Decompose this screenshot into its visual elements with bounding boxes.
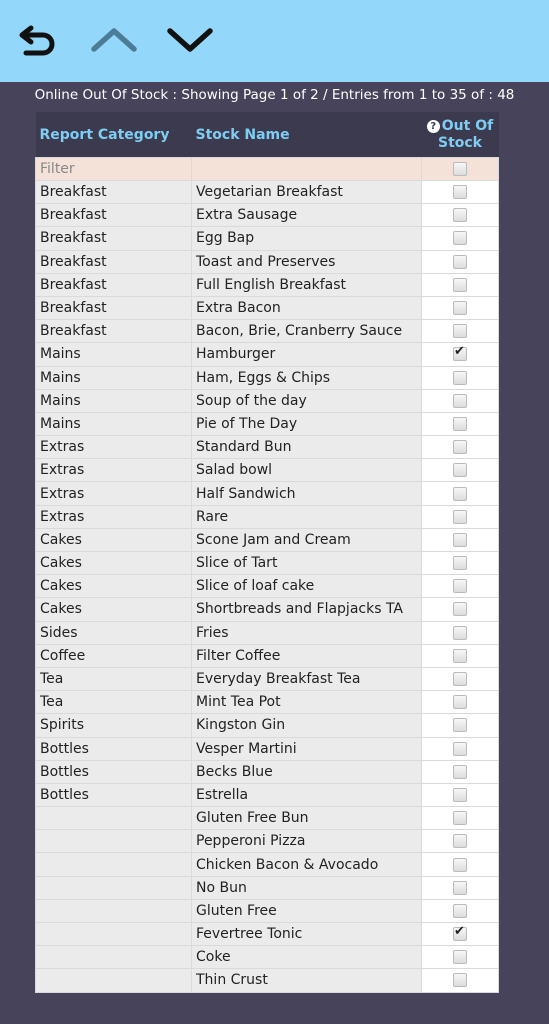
out-of-stock-checkbox[interactable] — [453, 765, 467, 779]
stock-name-cell: Full English Breakfast — [192, 273, 422, 296]
out-of-stock-checkbox[interactable] — [453, 278, 467, 292]
table-row — [36, 482, 499, 505]
table-row — [36, 250, 499, 273]
column-header-category[interactable]: Report Category — [36, 112, 192, 158]
table-row — [36, 644, 499, 667]
stock-name-cell: Chicken Bacon & Avocado — [192, 853, 422, 876]
out-of-stock-cell — [422, 436, 499, 459]
stock-name-cell: Hamburger — [192, 343, 422, 366]
table-row — [36, 343, 499, 366]
table-header — [36, 112, 499, 158]
toolbar — [0, 0, 549, 82]
out-of-stock-checkbox[interactable] — [453, 417, 467, 431]
stock-name-cell: Becks Blue — [192, 760, 422, 783]
table-row — [36, 296, 499, 319]
out-of-stock-cell — [422, 946, 499, 969]
table-row — [36, 853, 499, 876]
out-of-stock-checkbox[interactable] — [453, 255, 467, 269]
table-row — [36, 783, 499, 806]
out-of-stock-cell — [422, 876, 499, 899]
out-of-stock-cell — [422, 923, 499, 946]
out-of-stock-cell — [422, 389, 499, 412]
out-of-stock-cell — [422, 714, 499, 737]
out-of-stock-cell — [422, 250, 499, 273]
out-of-stock-checkbox[interactable] — [453, 510, 467, 524]
stock-name-cell: Slice of Tart — [192, 552, 422, 575]
stock-name-cell: Scone Jam and Cream — [192, 528, 422, 551]
category-cell — [36, 969, 192, 992]
out-of-stock-checkbox[interactable] — [453, 904, 467, 918]
category-cell: Breakfast — [36, 320, 192, 343]
out-of-stock-cell — [422, 505, 499, 528]
category-cell: Bottles — [36, 737, 192, 760]
out-of-stock-cell — [422, 691, 499, 714]
table-row — [36, 667, 499, 690]
out-of-stock-cell — [422, 807, 499, 830]
out-of-stock-cell — [422, 320, 499, 343]
table-row — [36, 830, 499, 853]
out-of-stock-checkbox[interactable] — [453, 185, 467, 199]
stock-name-cell: Toast and Preserves — [192, 250, 422, 273]
category-cell: Breakfast — [36, 250, 192, 273]
table-row — [36, 621, 499, 644]
stock-name-cell: Salad bowl — [192, 459, 422, 482]
category-cell: Bottles — [36, 783, 192, 806]
out-of-stock-cell — [422, 459, 499, 482]
out-of-stock-label: Out Of Stock — [437, 117, 494, 151]
out-of-stock-checkbox[interactable] — [453, 695, 467, 709]
out-of-stock-checkbox[interactable] — [453, 556, 467, 570]
out-of-stock-checkbox[interactable] — [453, 626, 467, 640]
out-of-stock-checkbox[interactable] — [453, 811, 467, 825]
category-cell: Mains — [36, 389, 192, 412]
category-cell: Breakfast — [36, 204, 192, 227]
out-of-stock-cell — [422, 899, 499, 922]
table-row — [36, 436, 499, 459]
table-row — [36, 691, 499, 714]
out-of-stock-checkbox[interactable] — [453, 533, 467, 547]
out-of-stock-checkbox[interactable] — [453, 788, 467, 802]
stock-name-cell: Extra Bacon — [192, 296, 422, 319]
out-of-stock-cell — [422, 853, 499, 876]
category-cell: Tea — [36, 691, 192, 714]
page-down-button[interactable] — [162, 18, 218, 62]
table-row — [36, 366, 499, 389]
out-of-stock-checkbox[interactable] — [453, 950, 467, 964]
out-of-stock-cell — [422, 552, 499, 575]
category-cell: Breakfast — [36, 227, 192, 250]
stock-name-cell: Egg Bap — [192, 227, 422, 250]
table-row — [36, 807, 499, 830]
back-button[interactable] — [10, 18, 66, 62]
stock-name-cell: Estrella — [192, 783, 422, 806]
category-cell: Mains — [36, 343, 192, 366]
out-of-stock-checkbox[interactable] — [453, 881, 467, 895]
out-of-stock-cell — [422, 830, 499, 853]
out-of-stock-cell — [422, 482, 499, 505]
category-cell: Cakes — [36, 528, 192, 551]
page-up-button[interactable] — [86, 18, 142, 62]
category-cell — [36, 923, 192, 946]
out-of-stock-cell — [422, 575, 499, 598]
out-of-stock-cell — [422, 667, 499, 690]
out-of-stock-checkbox[interactable] — [453, 301, 467, 315]
out-of-stock-cell — [422, 783, 499, 806]
category-cell — [36, 853, 192, 876]
table-row — [36, 459, 499, 482]
category-cell: Bottles — [36, 760, 192, 783]
stock-name-cell: Fevertree Tonic — [192, 923, 422, 946]
stock-name-cell: Rare — [192, 505, 422, 528]
out-of-stock-checkbox[interactable] — [453, 927, 467, 941]
table-row — [36, 528, 499, 551]
filter-checkbox[interactable] — [453, 162, 467, 176]
column-header-out-of-stock[interactable] — [422, 112, 499, 158]
out-of-stock-cell — [422, 644, 499, 667]
stock-name-cell: Soup of the day — [192, 389, 422, 412]
stock-name-cell: Bacon, Brie, Cranberry Sauce — [192, 320, 422, 343]
out-of-stock-checkbox[interactable] — [453, 672, 467, 686]
stock-name-cell: Slice of loaf cake — [192, 575, 422, 598]
out-of-stock-cell — [422, 528, 499, 551]
stock-name-cell: No Bun — [192, 876, 422, 899]
table-row — [36, 946, 499, 969]
status-text: Online Out Of Stock : Showing Page 1 of 2 / Entries from 1 to 35 of : 48 — [34, 87, 515, 103]
table-row — [36, 923, 499, 946]
out-of-stock-checkbox[interactable] — [453, 834, 467, 848]
stock-name-cell: Fries — [192, 621, 422, 644]
table-row — [36, 737, 499, 760]
category-cell — [36, 830, 192, 853]
table-row — [36, 575, 499, 598]
category-cell: Breakfast — [36, 296, 192, 319]
out-of-stock-checkbox[interactable] — [453, 973, 467, 987]
stock-name-cell: Everyday Breakfast Tea — [192, 667, 422, 690]
out-of-stock-cell — [422, 227, 499, 250]
out-of-stock-cell — [422, 621, 499, 644]
stock-name-cell: Shortbreads and Flapjacks TA — [192, 598, 422, 621]
category-cell: Coffee — [36, 644, 192, 667]
out-of-stock-checkbox[interactable] — [453, 371, 467, 385]
out-of-stock-cell — [422, 412, 499, 435]
category-cell: Mains — [36, 366, 192, 389]
filter-name-input[interactable] — [192, 158, 422, 181]
stock-name-cell: Vesper Martini — [192, 737, 422, 760]
filter-checkbox-cell — [422, 158, 499, 181]
category-cell: Spirits — [36, 714, 192, 737]
help-icon[interactable]: ? — [427, 120, 440, 133]
out-of-stock-checkbox[interactable] — [453, 602, 467, 616]
chevron-down-icon — [165, 25, 215, 55]
category-cell: Extras — [36, 505, 192, 528]
table-row — [36, 412, 499, 435]
stock-name-cell: Coke — [192, 946, 422, 969]
out-of-stock-checkbox[interactable] — [453, 742, 467, 756]
out-of-stock-checkbox[interactable] — [453, 231, 467, 245]
table-row — [36, 760, 499, 783]
out-of-stock-checkbox[interactable] — [453, 718, 467, 732]
category-cell: Extras — [36, 482, 192, 505]
table-row — [36, 552, 499, 575]
category-cell: Sides — [36, 621, 192, 644]
chevron-up-icon — [89, 25, 139, 55]
out-of-stock-cell — [422, 181, 499, 204]
stock-name-cell: Extra Sausage — [192, 204, 422, 227]
category-cell: Cakes — [36, 598, 192, 621]
table-row — [36, 598, 499, 621]
category-cell: Breakfast — [36, 273, 192, 296]
out-of-stock-checkbox[interactable] — [453, 649, 467, 663]
out-of-stock-checkbox[interactable] — [453, 208, 467, 222]
stock-name-cell: Ham, Eggs & Chips — [192, 366, 422, 389]
table-row — [36, 320, 499, 343]
out-of-stock-cell — [422, 737, 499, 760]
stock-name-cell: Standard Bun — [192, 436, 422, 459]
stock-name-cell: Mint Tea Pot — [192, 691, 422, 714]
category-cell: Breakfast — [36, 181, 192, 204]
out-of-stock-cell — [422, 273, 499, 296]
table-row — [36, 389, 499, 412]
table-row — [36, 227, 499, 250]
stock-name-cell: Gluten Free Bun — [192, 807, 422, 830]
stock-name-cell: Pepperoni Pizza — [192, 830, 422, 853]
out-of-stock-cell — [422, 343, 499, 366]
table-row — [36, 181, 499, 204]
stock-name-cell: Thin Crust — [192, 969, 422, 992]
category-cell — [36, 899, 192, 922]
category-cell: Tea — [36, 667, 192, 690]
out-of-stock-checkbox[interactable] — [453, 394, 467, 408]
table-row — [36, 273, 499, 296]
category-cell: Extras — [36, 459, 192, 482]
out-of-stock-checkbox[interactable] — [453, 440, 467, 454]
out-of-stock-cell — [422, 760, 499, 783]
out-of-stock-checkbox[interactable] — [453, 487, 467, 501]
undo-icon — [17, 23, 59, 57]
category-cell: Mains — [36, 412, 192, 435]
out-of-stock-cell — [422, 969, 499, 992]
stock-name-cell: Kingston Gin — [192, 714, 422, 737]
category-cell — [36, 876, 192, 899]
out-of-stock-checkbox[interactable] — [453, 858, 467, 872]
table-row — [36, 899, 499, 922]
out-of-stock-cell — [422, 366, 499, 389]
stock-name-cell: Pie of The Day — [192, 412, 422, 435]
out-of-stock-cell — [422, 598, 499, 621]
table-row — [36, 714, 499, 737]
stock-name-cell: Half Sandwich — [192, 482, 422, 505]
table-row — [36, 204, 499, 227]
column-header-name[interactable]: Stock Name — [192, 112, 422, 158]
filter-category-input[interactable]: Filter — [36, 158, 192, 181]
stock-table — [35, 112, 499, 993]
category-cell — [36, 807, 192, 830]
table-row — [36, 969, 499, 992]
filter-row — [36, 158, 499, 181]
stock-table-container — [35, 112, 498, 993]
out-of-stock-checkbox[interactable] — [453, 463, 467, 477]
stock-name-cell: Gluten Free — [192, 899, 422, 922]
category-cell: Extras — [36, 436, 192, 459]
out-of-stock-checkbox[interactable] — [453, 347, 467, 361]
category-cell: Cakes — [36, 575, 192, 598]
out-of-stock-checkbox[interactable] — [453, 579, 467, 593]
category-cell: Cakes — [36, 552, 192, 575]
out-of-stock-cell — [422, 296, 499, 319]
out-of-stock-checkbox[interactable] — [453, 324, 467, 338]
table-row — [36, 505, 499, 528]
stock-name-cell: Vegetarian Breakfast — [192, 181, 422, 204]
category-cell — [36, 946, 192, 969]
table-row — [36, 876, 499, 899]
out-of-stock-cell — [422, 204, 499, 227]
stock-name-cell: Filter Coffee — [192, 644, 422, 667]
